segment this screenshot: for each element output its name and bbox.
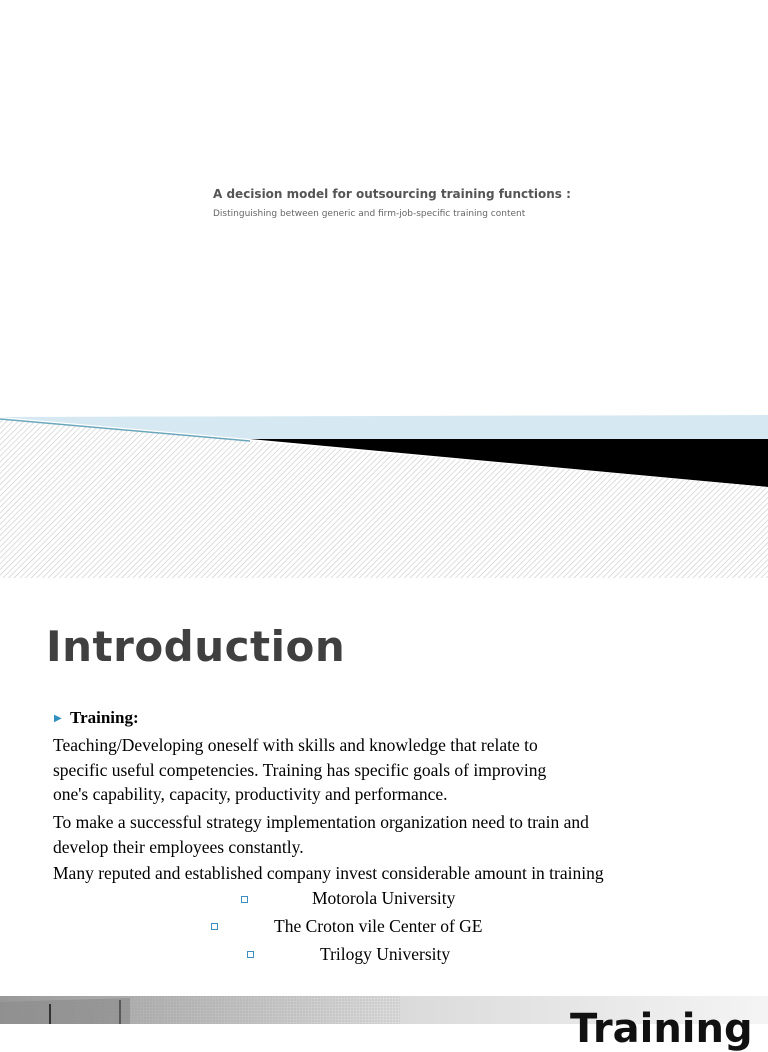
list-item: Trilogy University bbox=[320, 944, 451, 964]
paragraph-line: Teaching/Developing oneself with skills and knowledge that relate to bbox=[53, 735, 538, 755]
list-item: Motorola University bbox=[312, 888, 456, 908]
list-item-bullet bbox=[241, 896, 248, 903]
introduction-slide bbox=[0, 578, 768, 1052]
list-item: The Croton vile Center of GE bbox=[274, 916, 483, 936]
slide-subtitle: Distinguishing between generic and firm-job-specific training content bbox=[213, 209, 526, 219]
paragraph-line: develop their employees constantly. bbox=[53, 836, 304, 857]
bullet-label: Training: bbox=[70, 708, 139, 727]
square-bullet-icon bbox=[211, 923, 218, 930]
triangle-bullet-icon: ▶ bbox=[54, 712, 62, 724]
paragraph-line: specific useful competencies. Training has specific goals of improving bbox=[53, 759, 547, 780]
paragraph-line: one's capability, capacity, productivity and performance. bbox=[53, 784, 448, 804]
decorative-wave-band bbox=[0, 405, 768, 578]
square-bullet-icon bbox=[241, 896, 248, 903]
paragraph-line: To make a successful strategy implementation organization need to train and bbox=[53, 812, 589, 832]
paragraph-line: Many reputed and established company invest considerable amount in training bbox=[53, 863, 604, 883]
paragraph-strategy bbox=[53, 810, 589, 859]
list-item-bullet bbox=[247, 951, 254, 958]
next-slide-title: Training bbox=[570, 1006, 753, 1052]
slide-heading: Introduction bbox=[46, 622, 346, 671]
paragraph-definition bbox=[53, 733, 546, 807]
square-bullet-icon bbox=[247, 951, 254, 958]
slide-title: A decision model for outsourcing training functions : bbox=[213, 187, 571, 201]
bullet-training bbox=[54, 708, 139, 728]
list-item-bullet bbox=[211, 923, 218, 930]
paragraph-companies bbox=[53, 861, 604, 886]
